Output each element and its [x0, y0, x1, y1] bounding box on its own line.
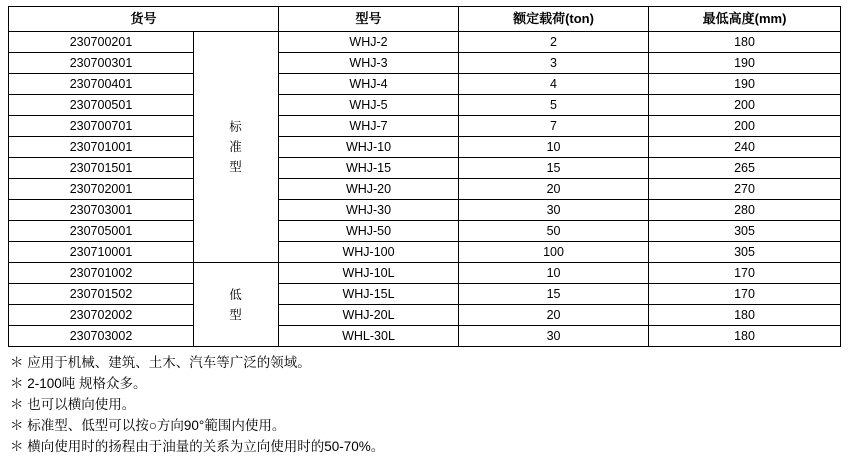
cell-model: WHL-30L [279, 326, 459, 347]
cell-code: 230701501 [9, 158, 194, 179]
group-label-char: 标 [229, 120, 243, 134]
cell-height: 180 [649, 305, 841, 326]
cell-model: WHJ-2 [279, 32, 459, 53]
cell-code: 230701002 [9, 263, 194, 284]
cell-code: 230702002 [9, 305, 194, 326]
cell-code: 230700501 [9, 95, 194, 116]
cell-height: 305 [649, 221, 841, 242]
note-item: ＊ 横向使用时的扬程由于油量的关系为立向使用时的50-70%。 [10, 439, 385, 454]
cell-code: 230710001 [9, 242, 194, 263]
column-header-code: 货号 [9, 7, 279, 32]
cell-model: WHJ-100 [279, 242, 459, 263]
cell-height: 200 [649, 116, 841, 137]
cell-height: 270 [649, 179, 841, 200]
cell-load: 15 [459, 284, 649, 305]
cell-code: 230700401 [9, 74, 194, 95]
cell-load: 100 [459, 242, 649, 263]
cell-height: 170 [649, 284, 841, 305]
cell-code: 230700701 [9, 116, 194, 137]
cell-height: 240 [649, 137, 841, 158]
note-item: ＊ 也可以横向使用。 [10, 397, 136, 412]
cell-code: 230703002 [9, 326, 194, 347]
cell-height: 190 [649, 74, 841, 95]
table-row [9, 305, 841, 326]
cell-model: WHJ-5 [279, 95, 459, 116]
cell-load: 30 [459, 326, 649, 347]
cell-height: 265 [649, 158, 841, 179]
cell-height: 180 [649, 32, 841, 53]
cell-load: 5 [459, 95, 649, 116]
cell-load: 50 [459, 221, 649, 242]
cell-model: WHJ-50 [279, 221, 459, 242]
cell-model: WHJ-4 [279, 74, 459, 95]
notes-list [8, 352, 845, 457]
table-row [9, 221, 841, 242]
cell-load: 2 [459, 32, 649, 53]
table-row [9, 137, 841, 158]
cell-model: WHJ-30 [279, 200, 459, 221]
table-header-row [9, 7, 841, 32]
cell-height: 180 [649, 326, 841, 347]
column-header-model: 型号 [279, 7, 459, 32]
table-row [9, 284, 841, 305]
note-item: ＊ 应用于机械、建筑、土木、汽车等广泛的领域。 [10, 355, 311, 370]
cell-model: WHJ-10L [279, 263, 459, 284]
table-row [9, 242, 841, 263]
specification-table [8, 6, 841, 347]
cell-load: 10 [459, 137, 649, 158]
table-body [9, 32, 841, 347]
cell-code: 230703001 [9, 200, 194, 221]
cell-code: 230705001 [9, 221, 194, 242]
cell-model: WHJ-20L [279, 305, 459, 326]
cell-code: 230700301 [9, 53, 194, 74]
group-label-standard [194, 32, 279, 263]
cell-model: WHJ-7 [279, 116, 459, 137]
group-label-char: 准 [229, 140, 243, 154]
cell-height: 190 [649, 53, 841, 74]
table-row [9, 179, 841, 200]
cell-model: WHJ-3 [279, 53, 459, 74]
cell-load: 10 [459, 263, 649, 284]
cell-code: 230702001 [9, 179, 194, 200]
table-row [9, 263, 841, 284]
cell-load: 20 [459, 305, 649, 326]
table-row [9, 32, 841, 53]
column-header-load: 额定载荷(ton) [459, 7, 649, 32]
cell-load: 20 [459, 179, 649, 200]
table-row [9, 95, 841, 116]
cell-load: 3 [459, 53, 649, 74]
cell-model: WHJ-20 [279, 179, 459, 200]
cell-load: 4 [459, 74, 649, 95]
group-label-char: 低 [229, 287, 243, 302]
cell-height: 280 [649, 200, 841, 221]
cell-code: 230700201 [9, 32, 194, 53]
table-header [9, 7, 841, 32]
column-header-height: 最低高度(mm) [649, 7, 841, 32]
cell-load: 15 [459, 158, 649, 179]
table-row [9, 116, 841, 137]
cell-height: 170 [649, 263, 841, 284]
table-row [9, 200, 841, 221]
table-row [9, 326, 841, 347]
note-item: ＊ 标准型、低型可以按○方向90°範围内使用。 [10, 418, 286, 433]
cell-model: WHJ-15 [279, 158, 459, 179]
cell-model: WHJ-10 [279, 137, 459, 158]
cell-load: 7 [459, 116, 649, 137]
cell-code: 230701001 [9, 137, 194, 158]
table-row [9, 53, 841, 74]
group-label-low [194, 263, 279, 347]
cell-height: 200 [649, 95, 841, 116]
table-row [9, 158, 841, 179]
cell-model: WHJ-15L [279, 284, 459, 305]
cell-code: 230701502 [9, 284, 194, 305]
cell-load: 30 [459, 200, 649, 221]
table-row [9, 74, 841, 95]
group-label-char: 型 [229, 307, 243, 322]
note-item: ＊ 2-100吨 规格众多。 [10, 376, 147, 391]
group-label-char: 型 [229, 160, 243, 174]
cell-height: 305 [649, 242, 841, 263]
